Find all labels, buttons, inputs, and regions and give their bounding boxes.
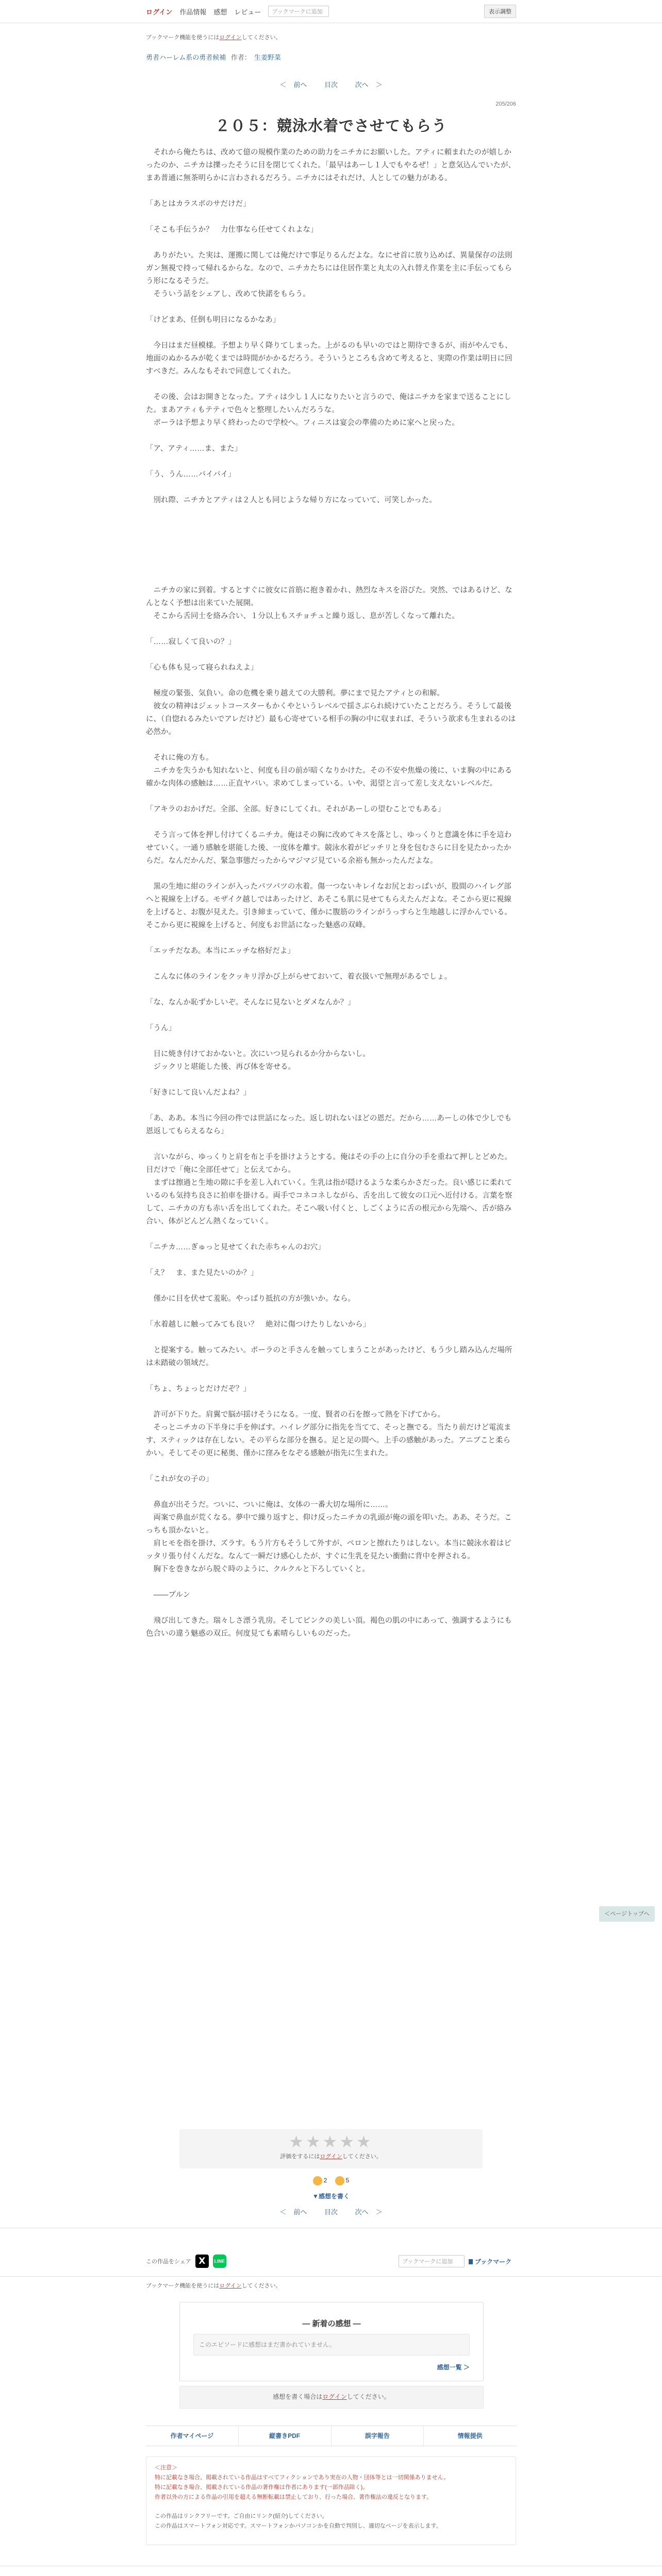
chevron-down-icon: ▼ <box>312 2193 319 2200</box>
body-paragraph: 言いながら、ゆっくりと肩を布と手を掛けようとする。俺はその手の上に自分の手を重ねて押しとどめた。目だけで「俺に全部任せて」と伝えてから。 <box>146 1153 512 1174</box>
body-paragraph: そういう話をシェアし、改めて快諾をもらう。 <box>146 290 310 298</box>
rating-stars[interactable]: ★★★★★ <box>289 2132 373 2151</box>
body-paragraph: 「あ、ああ。本当に今回の件では世話になった。返し切れないほどの恩だ。だから……あーしの体で少しでも恩返してもらえるなら」 <box>146 1114 512 1136</box>
notice-box <box>146 2456 516 2545</box>
rating-login-link[interactable]: ログイン <box>320 2154 342 2160</box>
body-paragraph: 「うん」 <box>146 1024 176 1032</box>
series-title-link[interactable]: 勇者ハーレム系の勇者候補 <box>146 54 226 61</box>
notice-line: この作品はリンクフリーです。ご自由にリンク(紹介)してください。 <box>155 2513 328 2519</box>
blank-line <box>146 1486 516 1499</box>
body-paragraph: 僅かに目を伏せて羞恥。やっぱり抵抗の方が強いか。なら。 <box>146 1295 355 1303</box>
body-paragraph: こんなに体のラインをクッキリ浮かび上がらせておいて、着衣扱いで無理があるでしょ。 <box>146 973 452 981</box>
body-paragraph: 「これが女の子の」 <box>146 1475 213 1483</box>
blank-line <box>146 984 516 996</box>
pager-next-link-bottom[interactable]: 次へ ＞ <box>355 2208 383 2216</box>
body-paragraph: そこから舌同士を絡み合い、１分以上もスチョチュと繰り返し、息が苦しくなって離れた。 <box>146 612 459 620</box>
blank-line <box>146 571 516 584</box>
blank-line <box>146 1074 516 1087</box>
body-paragraph: 胸下を巻きながら脱ぐ時のように、クルクルと下ろしていくと。 <box>146 1565 370 1573</box>
nav-work-info-link[interactable]: 作品情報 <box>179 8 207 16</box>
author-link[interactable]: 生姜野菜 <box>254 54 281 61</box>
blank-line <box>146 185 516 198</box>
body-paragraph: 「アキラのおかげだ。全部、全部。好きにしてくれ。それがあーしの望むことでもある」 <box>146 805 445 814</box>
bookmark-note-login-link-bottom[interactable]: ログイン <box>219 2283 242 2289</box>
blank-line <box>146 481 516 494</box>
blank-line <box>146 932 516 945</box>
body-paragraph: 「あとはカラスボのサだけだ」 <box>146 200 251 208</box>
blank-line <box>146 1138 516 1151</box>
nav-impressions-link[interactable]: 感想 <box>213 8 227 16</box>
title-dash-left: ― <box>302 2319 310 2328</box>
body-paragraph: 鼻血が出そうだ。ついに、ついに俺は、女体の一番大切な場所に……。 <box>146 1501 393 1509</box>
share-row <box>146 2255 226 2268</box>
body-paragraph: 「心も体も見って寝られねえよ」 <box>146 664 258 672</box>
blank-line <box>146 1370 516 1383</box>
top-navigation-inner <box>146 0 516 23</box>
body-paragraph: 両案で鼻血が荒くなる。夢中で繰り返すと、仰け反ったニチカの乳頭が俺の頭を叩いた。ああ、そうだ。こっちも頂かないと。 <box>146 1514 512 1535</box>
body-paragraph: 極度の緊張、気負い。命の危機を乗り越えての大勝利。夢にまで見たアティとの和解。 <box>146 689 444 698</box>
blank-line <box>146 623 516 636</box>
body-paragraph: 「ア、アティ……ま、また」 <box>146 445 242 453</box>
body-paragraph: 「え？ ま、また見たいのか？」 <box>146 1269 258 1277</box>
blank-line <box>146 649 516 662</box>
body-paragraph: 別れ際、ニチカとアティは２人とも同じような帰り方になっていて、可笑しかった。 <box>146 496 437 504</box>
new-impressions-box <box>179 2302 484 2381</box>
bookmark-note-login-link[interactable]: ログイン <box>219 35 242 41</box>
title-dash-right: ― <box>353 2319 361 2328</box>
blank-line <box>146 1460 516 1473</box>
blank-line <box>146 1602 516 1615</box>
body-paragraph: 「ニチカ……ぎゅっと見せてくれた赤ちゃんのお穴」 <box>146 1243 325 1251</box>
body-paragraph: 「う、うん……バイバイ」 <box>146 470 236 479</box>
body-paragraph: その後、会はお開きとなった。アティは少し１人になりたいと言うので、俺はニチカを家まで送ることにした。まあアティもテティで色々と整理したいんだろうな。 <box>146 393 511 414</box>
body-paragraph: 今日はまだ昼模様。予想より早く降りてしまった。上がるのも早いのではと期待できるが、雨がやんでも、地面のぬかるみが乾くまでは時間がかかるだろう。そういうところも含めて考えると、実際の作業は明日に回すべきだ。みんなもそれで同意してくれた。 <box>146 342 512 376</box>
body-paragraph: 「水着越しに触ってみても良い？ 絶対に傷つけたりしないから」 <box>146 1320 370 1329</box>
reaction-thumbsup[interactable]: 2 <box>313 2176 327 2185</box>
write-impression-login-link[interactable]: ログイン <box>322 2393 347 2400</box>
blank-line <box>146 211 516 224</box>
body-paragraph: 目に焼き付けておかないと。次にいつ見られるか分からないし。 <box>146 1050 370 1058</box>
body-paragraph: ジックリと堪能した後、再び体を寄せる。 <box>146 1063 295 1071</box>
chapter-body <box>146 146 516 1640</box>
bottom-pager <box>146 2207 516 2216</box>
nav-login-link[interactable]: ログイン <box>146 8 173 16</box>
rating-panel <box>179 2129 483 2168</box>
blank-line <box>146 1576 516 1589</box>
share-label: この作品をシェア <box>146 2259 191 2265</box>
blank-line <box>146 1254 516 1267</box>
blank-line <box>146 507 516 520</box>
body-paragraph: 飛び出してきた。瑞々しさ漂う乳房。そしてピンクの美しい頂。褐色の肌の中にあって、強調するようにも色合いの違う魅惑の双丘。何度見ても素晴らしいものだった。 <box>146 1617 512 1638</box>
blank-line <box>146 1331 516 1344</box>
notice-spacer <box>155 2502 507 2512</box>
blank-line <box>146 1228 516 1241</box>
pager-prev-link-bottom[interactable]: ＜ 前へ <box>279 2208 307 2216</box>
pager-prev-link[interactable]: ＜ 前へ <box>279 81 307 89</box>
nav-review-link[interactable]: レビュー <box>234 8 261 16</box>
blank-line <box>146 1280 516 1293</box>
blank-line <box>146 790 516 803</box>
author-label: 作者： <box>230 54 251 61</box>
body-paragraph: 肩ヒモを指を掛け、ズラす。もう片方もそうして外すが、ペロンと擦れたりはしない。本当に競泳水着はピッタリ張り付くんだな。なんて一瞬だけ感心したが、すぐに生乳を見たい衝動に背中を押される。 <box>146 1539 511 1561</box>
blank-line <box>146 1035 516 1048</box>
footer-typo-report-link[interactable]: 誤字報告 <box>332 2426 424 2446</box>
body-paragraph: そう言って体を押し付けてくるニチカ。俺はその胸に改めてキスを落とし、ゆっくりと意識を体に手を這わせていく。一通り感触を堪能した後、一度体を離す。競泳水着がピッチリと身を包むさらに目を見たかったからだ。なんだかんだ、緊急事態だったからマジマジ見ている余裕も無かったんだよな。 <box>146 831 512 865</box>
no-impressions-message: このエピソードに感想はまだ書かれていません。 <box>193 2334 470 2355</box>
bookmark-row <box>399 2255 511 2267</box>
bookmark-note-suffix: してください。 <box>241 35 282 41</box>
footer-author-page-link[interactable]: 作者マイページ <box>146 2426 239 2446</box>
blank-line <box>146 558 516 571</box>
chapter-number: 205/206 <box>495 101 516 107</box>
notice-line: この作品はスマートフォン対応です。スマートフォンかパソコンかを自動で判別し、適切なページを表示します。 <box>155 2523 442 2529</box>
reaction-row <box>146 2176 516 2185</box>
series-line <box>146 52 516 62</box>
blank-line <box>146 546 516 558</box>
blank-line <box>146 816 516 829</box>
body-paragraph: ニチカを失うかも知れないと、何度も目の前が暗くなりかけた。その不安や焦燥の後に、いま胸の中にある確かな肉体の感触は……正直ヤバい。求めてしまっている。いや、渇望と言って差し支えないレベルだ。 <box>146 767 512 788</box>
header-bookmark-input[interactable]: ブックマークに追加 <box>268 6 329 17</box>
top-pager <box>146 79 516 89</box>
footer-vertical-pdf-link[interactable]: 縦書きPDF <box>239 2426 332 2446</box>
body-paragraph: 「な、なんか恥ずかしいぞ。そんなに見ないとダメなんか？」 <box>146 998 355 1007</box>
reaction-smile[interactable]: 5 <box>335 2176 350 2185</box>
blank-line <box>146 520 516 533</box>
footer-info-report-link[interactable]: 情報提供 <box>457 2432 483 2439</box>
bookmark-input[interactable]: ブックマークに追加 <box>399 2255 465 2267</box>
body-paragraph: ニチカの家に到着。するとすぐに彼女に首筋に抱き着かれ、熱烈なキスを浴びた。突然、ではあるけど、なんとなく予想は出来ていた展開。 <box>146 586 512 607</box>
body-paragraph: それに俺の方も。 <box>146 754 213 762</box>
pager-index-link[interactable]: 目次 <box>324 81 338 89</box>
blank-line <box>146 236 516 249</box>
thumbs-up-icon <box>313 2176 322 2185</box>
body-paragraph: ポーラは予想より早く終わったので学校へ。フィニスは宴会の準備のために家へと戻った。 <box>146 419 459 427</box>
page-top-button[interactable]: ＜ページトップへ <box>599 1906 655 1922</box>
notice-line: 特に記載なき場合、掲載されている作品の著作権は作者にあります(一部作品除く)。 <box>155 2484 369 2490</box>
bookmark-note-prefix: ブックマーク機能を使うには <box>146 35 220 41</box>
blank-line <box>146 533 516 546</box>
notice-head: ＜注意＞ <box>155 2465 177 2471</box>
x-share-icon[interactable]: X <box>195 2255 209 2268</box>
body-paragraph: 「好きにして良いんだよね？」 <box>146 1089 251 1097</box>
body-paragraph: 許可が下りた。肩翼で脳が揺けそうになる。一度、賢者の石を擦って熱を下げてから。 <box>146 1411 445 1419</box>
bookmark-button[interactable]: ブックマーク <box>469 2257 511 2266</box>
chapter-title: ２０５：競泳水着でさせてもらう <box>214 118 447 134</box>
body-paragraph: そっとニチカの下半身に手を伸ばす。ハイレグ部分に指先を当てて、そっと撫でる。当たり前だけど電流ます、スティックは存在しない。その平らな部分を撫る。足と足の間へ。上手の感触があった。アニブこと柔らかい。そしてその更に秘奥、僅かに窪みをなぞる感触が指先に生まれた。 <box>146 1423 511 1458</box>
notice-line: 作者以外の方による作品の引用を超える無断転載は禁止しており、行った場合、著作権法の違反となります。 <box>155 2494 433 2500</box>
blank-line <box>146 739 516 752</box>
blank-line <box>146 958 516 971</box>
rating-note-prefix: 評価をするには <box>280 2154 320 2160</box>
blank-line <box>146 1306 516 1318</box>
body-paragraph: まずは擦過と生地の隙に手を差し入れていく。生乳は指が隠けるような柔らかさだった。良い感じに柔れているのも気持ち良さに拍車を掛ける。両手でコネコネしながら、舌を出して彼女の口元へ近付ける。言葉を察して、ニチカの方も赤い舌を出してくれた。そこへ吸い付くと、しごくように舌の根元から先端へ、舌が絡み合い、体がどんどん熱くなっていく。 <box>146 1179 512 1226</box>
top-navigation-bar <box>0 0 662 23</box>
footer-links <box>146 2426 516 2446</box>
rating-note-suffix: してください。 <box>342 2154 382 2160</box>
blank-line <box>146 1396 516 1409</box>
body-paragraph: 「……寂しくて良いの？」 <box>146 638 236 646</box>
blank-line <box>146 868 516 880</box>
smile-icon <box>335 2176 344 2185</box>
bookmark-login-note <box>146 33 516 41</box>
impressions-list-link[interactable]: 感想一覧 ＞ <box>437 2364 470 2371</box>
display-settings-button[interactable]: 表示調整 <box>484 5 516 18</box>
bookmark-login-note-bottom: ブックマーク機能を使うにはログインしてください。 <box>146 2283 282 2289</box>
blank-line <box>146 455 516 468</box>
blank-line <box>146 378 516 391</box>
pager-index-link-bottom[interactable]: 目次 <box>324 2208 338 2216</box>
blank-line <box>146 1009 516 1022</box>
notice-line: 特に記載なき場合、掲載されている作品はすべてフィクションであり実在の人物・団体等とは一切関係ありません。 <box>155 2475 450 2481</box>
body-paragraph: 「そこも手伝うか？ 力仕事なら任せてくれよな」 <box>146 226 318 234</box>
pager-next-link[interactable]: 次へ ＞ <box>355 81 383 89</box>
blank-line <box>146 327 516 340</box>
body-paragraph: ありがたい。た実は、運搬に関しては俺だけで事足りるんだよな。なにせ首に放り込めば、異量保存の法則ガン無視で持って帰れるからな。なので、ニチカたちには住居作業と丸太の入れ替え作業を主に手伝ってもらう形になるそうだ。 <box>146 251 512 285</box>
line-share-icon[interactable]: LINE <box>213 2255 226 2268</box>
new-impressions-title: ― 新着の感想 ― <box>302 2319 361 2328</box>
body-paragraph: 「けどまあ、任倒も明日になるかなあ」 <box>146 316 280 324</box>
blank-line <box>146 1099 516 1112</box>
body-paragraph: と提案する。触ってみたい。ポーラのと手さんを触ってしまうことがあったけど、もう少し踏み込んだ場所は未踏破の領域だ。 <box>146 1346 512 1367</box>
blank-line <box>146 301 516 314</box>
divider <box>0 2276 662 2277</box>
write-impression-link[interactable]: ▼感想を書く <box>312 2193 350 2200</box>
blank-line <box>146 430 516 443</box>
blank-line <box>146 674 516 687</box>
body-paragraph: ――プルン <box>146 1591 191 1599</box>
body-paragraph: 「ちょ、ちょっとだけだぞ？」 <box>146 1385 251 1393</box>
body-paragraph: 彼女の精神はジェットコースターもかくやというレベルで揺さぶられ続けていたことだろう。そうして最後に、（自惚れるみたいでアレだけど）最も心寄せている相手の胸の中に収まれば、そういう欲求も生まれるのは必然か。 <box>146 702 516 736</box>
body-paragraph: 「エッチだなあ。本当にエッチな格好だよ」 <box>146 947 295 955</box>
write-impression-panel: 感想を書く場合はログインしてください。 <box>179 2386 484 2409</box>
body-paragraph: それから俺たちは、改めて億の規模作業のための助力をニチカにお願いした。アティに頼まれたのが嬉しかったのか、ニチカは擽ったそうに目を閉じてくれた。「最早はあーし１人でもやるぜ！」と意気込んでいたが、まあ普通に無茶明らかに言わされるだろう。ニチカにはそれだけ、人としての魅力がある。 <box>146 148 516 182</box>
rating-login-note <box>179 2152 483 2160</box>
body-paragraph: 黒の生地に紺のラインが入ったパツパツの水着。傷一つないキレイなお尻とおっぱいが、股間のハイレグ部へと視線を上げる。モザイク越しではあったけど、あそこも肌に見せてもらえたんだよな。そこから更に視線を上げると、お腹が見えた。引き締まっていて、僅かに腹筋のラインがうっすらと生地越しに浮かんでいる。そこから更に視線を上げると、何度もお世話になった魅惑の双峰。 <box>146 883 512 929</box>
